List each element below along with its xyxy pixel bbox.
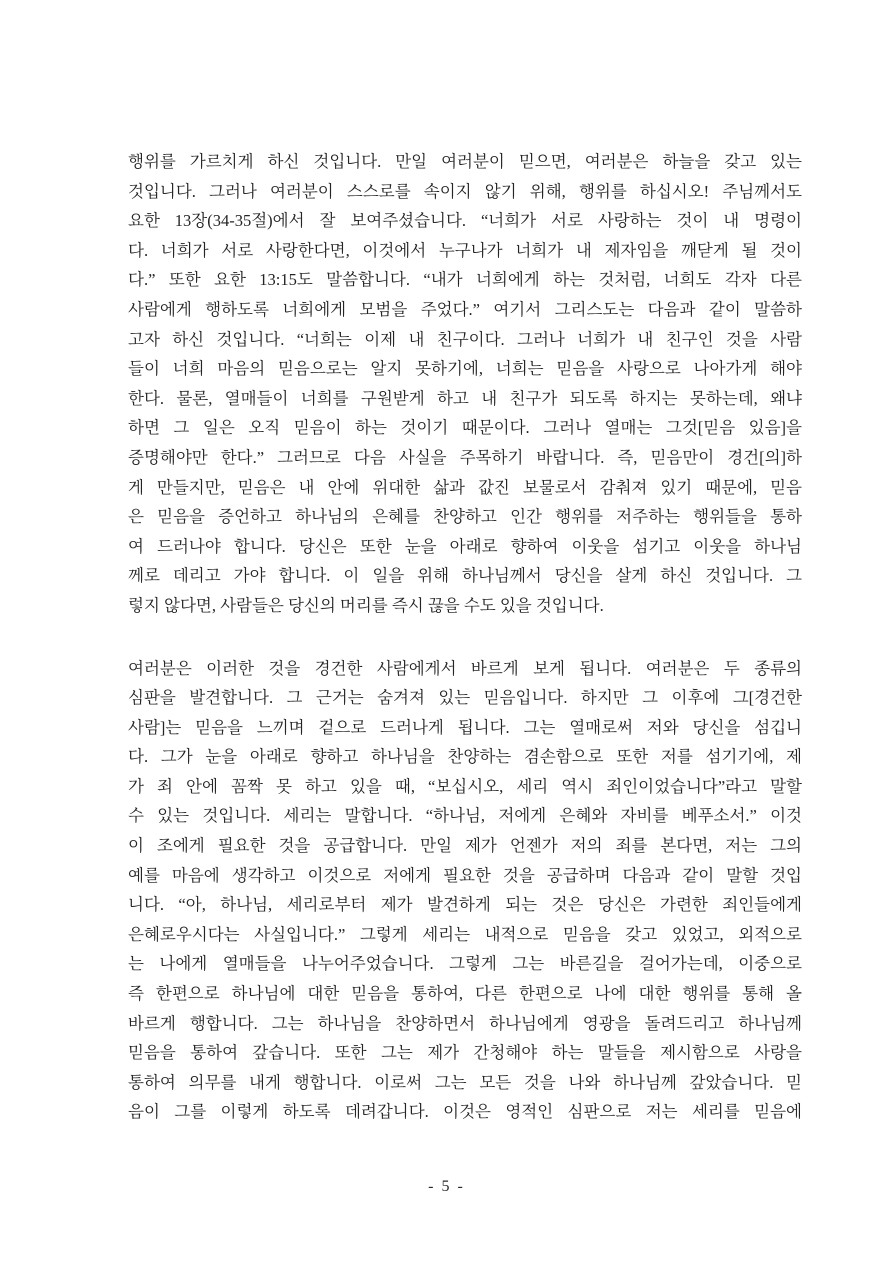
text-line: 다. 너희가 서로 사랑한다면, 이것에서 누구나가 너희가 내 제자임을 깨닫게 될 것이 bbox=[128, 240, 802, 260]
text-line: 렇지 않다면, 사람들은 당신의 머리를 즉시 끊을 수도 있을 것입니다. bbox=[128, 595, 604, 615]
text-line: 통하여 의무를 내게 행합니다. 이로써 그는 모든 것을 나와 하나님께 갚았습니다. 믿 bbox=[128, 1072, 802, 1092]
page-number: - 5 - bbox=[428, 1178, 465, 1195]
text-line: 예를 마음에 생각하고 이것으로 저에게 필요한 것을 공급하며 다음과 같이 말할 것입 bbox=[128, 865, 802, 885]
text-line: 수 있는 것입니다. 세리는 말합니다. “하나님, 저에게 은혜와 자비를 베푸소서.” 이것 bbox=[128, 806, 802, 826]
text-line: 여러분은 이러한 것을 경건한 사람에게서 바르게 보게 됩니다. 여러분은 두 종류의 bbox=[128, 658, 802, 678]
text-line: 은 믿음을 증언하고 하나님의 은혜를 찬양하고 인간 행위를 저주하는 행위들을 통하 bbox=[128, 507, 802, 527]
text-line: 것입니다. 그러나 여러분이 스스로를 속이지 않기 위해, 행위를 하십시오! 주님께서도 bbox=[128, 181, 802, 201]
text-line: 증명해야만 한다.” 그러므로 다음 사실을 주목하기 바랍니다. 즉, 믿음만이 경건[의]하 bbox=[128, 447, 802, 467]
text-line: 는 나에게 열매들을 나누어주었습니다. 그렇게 그는 바른길을 걸어가는데, 이중으로 bbox=[128, 954, 802, 974]
paragraph-2 bbox=[128, 654, 802, 1128]
text-line: 다.” 또한 요한 13:15도 말씀합니다. “내가 너희에게 하는 것처럼, 너희도 각자 다른 bbox=[128, 270, 802, 290]
text-line: 바르게 행합니다. 그는 하나님을 찬양하면서 하나님에게 영광을 돌려드리고 하나님께 bbox=[128, 1013, 802, 1033]
text-line: 이 조에게 필요한 것을 공급합니다. 만일 제가 언젠가 저의 죄를 본다면, 저는 그의 bbox=[128, 836, 802, 856]
text-line: 께로 데리고 가야 합니다. 이 일을 위해 하나님께서 당신을 살게 하신 것입니다. 그 bbox=[128, 566, 802, 586]
text-line: 한다. 물론, 열매들이 너희를 구원받게 하고 내 친구가 되도록 하지는 못하는데, 왜냐 bbox=[128, 388, 802, 408]
text-line: 다. 그가 눈을 아래로 향하고 하나님을 찬양하는 겸손함으로 또한 저를 섬기기에, 제 bbox=[128, 747, 802, 767]
text-line: 사람]는 믿음을 느끼며 겉으로 드러나게 됩니다. 그는 열매로써 저와 당신을 섬깁니 bbox=[128, 717, 802, 737]
text-line: 들이 너희 마음의 믿음으로는 알지 못하기에, 너희는 믿음을 사랑으로 나아가게 해야 bbox=[128, 359, 802, 379]
text-line: 음이 그를 이렇게 하도록 데려갑니다. 이것은 영적인 심판으로 저는 세리를 믿음에 bbox=[128, 1102, 802, 1122]
text-line: 즉 한편으로 하나님에 대한 믿음을 통하여, 다른 한편으로 나에 대한 행위를 통해 올 bbox=[128, 984, 802, 1004]
text-line: 믿음을 통하여 갚습니다. 또한 그는 제가 간청해야 하는 말들을 제시함으로 사랑을 bbox=[128, 1043, 802, 1063]
text-line: 사람에게 행하도록 너희에게 모범을 주었다.” 여기서 그리스도는 다음과 같이 말씀하 bbox=[128, 299, 802, 319]
text-line: 행위를 가르치게 하신 것입니다. 만일 여러분이 믿으면, 여러분은 하늘을 갖고 있는 bbox=[128, 152, 802, 171]
text-line: 니다. “아, 하나님, 세리로부터 제가 발견하게 되는 것은 당신은 가련한 죄인들에게 bbox=[128, 895, 802, 915]
paragraph-1 bbox=[128, 147, 802, 621]
text-line: 게 만들지만, 믿음은 내 안에 위대한 삶과 값진 보물로서 감춰져 있기 때문에, 믿음 bbox=[128, 477, 802, 497]
text-line: 심판을 발견합니다. 그 근거는 숨겨져 있는 믿음입니다. 하지만 그 이후에 그[경건한 bbox=[128, 688, 802, 708]
text-line: 은혜로우시다는 사실입니다.” 그렇게 세리는 내적으로 믿음을 갖고 있었고, 외적으로 bbox=[128, 924, 802, 944]
text-line: 하면 그 일은 오직 믿음이 하는 것이기 때문이다. 그러나 열매는 그것[믿음 있음]을 bbox=[128, 418, 802, 438]
text-line: 요한 13장(34-35절)에서 잘 보여주셨습니다. “너희가 서로 사랑하는 것이 내 명령이 bbox=[128, 211, 802, 231]
text-line: 가 죄 안에 꼼짝 못 하고 있을 때, “보십시오, 세리 역시 죄인이었습니다”라고 말할 bbox=[128, 776, 802, 796]
text-line: 여 드러나야 합니다. 당신은 또한 눈을 아래로 향하여 이웃을 섬기고 이웃을 하나님 bbox=[128, 536, 802, 556]
text-line: 고자 하신 것입니다. “너희는 이제 내 친구이다. 그러나 너희가 내 친구인 것을 사람 bbox=[128, 329, 802, 349]
body-text bbox=[128, 147, 802, 1127]
